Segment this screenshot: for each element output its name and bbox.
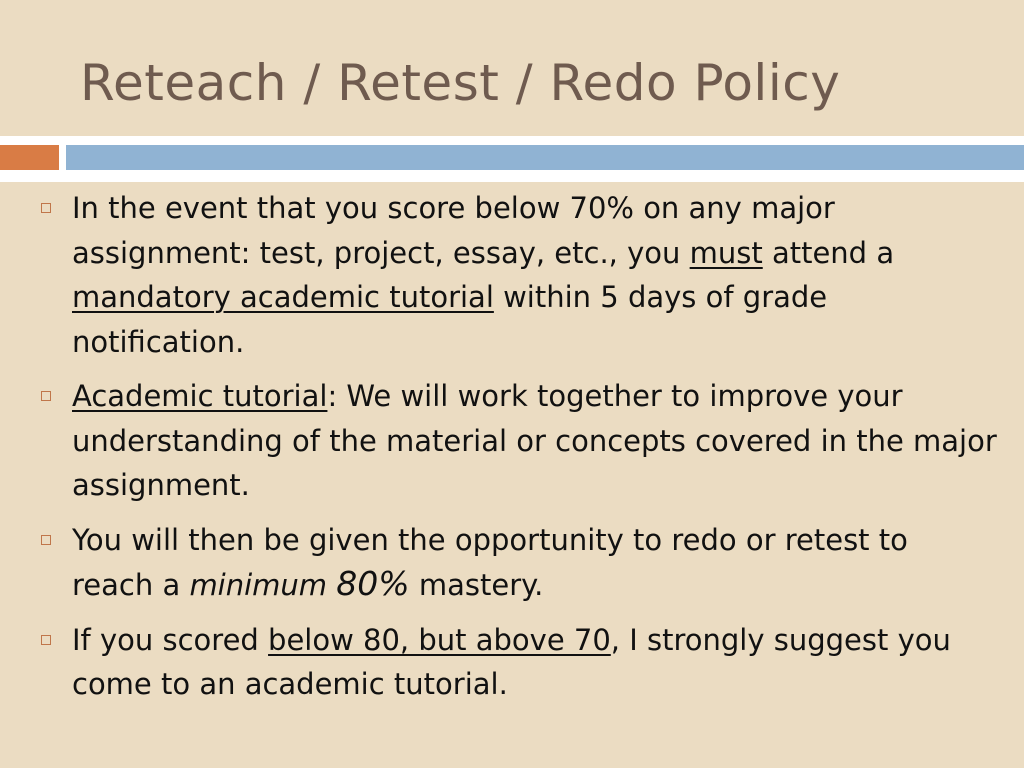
- square-bullet-icon: [41, 635, 51, 645]
- square-bullet-icon: [41, 391, 51, 401]
- bullet-text: mastery.: [409, 568, 544, 602]
- bullet-item-2: [38, 374, 998, 508]
- bullet-text: If you scored: [72, 622, 269, 657]
- emphasis-score-range: below 80, but above 70: [268, 622, 611, 657]
- bullet-text: You will then be given the opportunity to redo or retest to reach a: [72, 522, 908, 602]
- emphasis-80-percent: 80%: [336, 564, 410, 603]
- accent-blue-bar: [66, 145, 1024, 170]
- square-bullet-icon: [41, 535, 51, 545]
- bullet-item-4: [38, 618, 998, 707]
- bullet-item-1: [38, 186, 998, 364]
- bullet-text: In the event that you score below 70% on any major assignment: test, project, essay, etc., you: [72, 191, 835, 270]
- slide-title: Reteach / Retest / Redo Policy: [80, 54, 841, 112]
- emphasis-must: must: [689, 235, 763, 270]
- bullet-text: within 5 days of grade notification.: [72, 280, 828, 359]
- term-academic-tutorial: Academic tutorial: [72, 379, 328, 413]
- bullet-list: [38, 186, 998, 717]
- square-bullet-icon: [41, 203, 51, 213]
- bullet-text: : We will work together to improve your understanding of the material or concepts covered in the major assignment.: [72, 379, 997, 502]
- bullet-text: , I strongly suggest you come to an academic tutorial.: [72, 622, 951, 701]
- bullet-item-3: [38, 518, 998, 608]
- accent-orange-block: [0, 145, 59, 170]
- emphasis-mandatory-tutorial: mandatory academic tutorial: [72, 280, 494, 314]
- emphasis-minimum: minimum: [189, 568, 337, 602]
- bullet-text: attend a: [762, 235, 895, 270]
